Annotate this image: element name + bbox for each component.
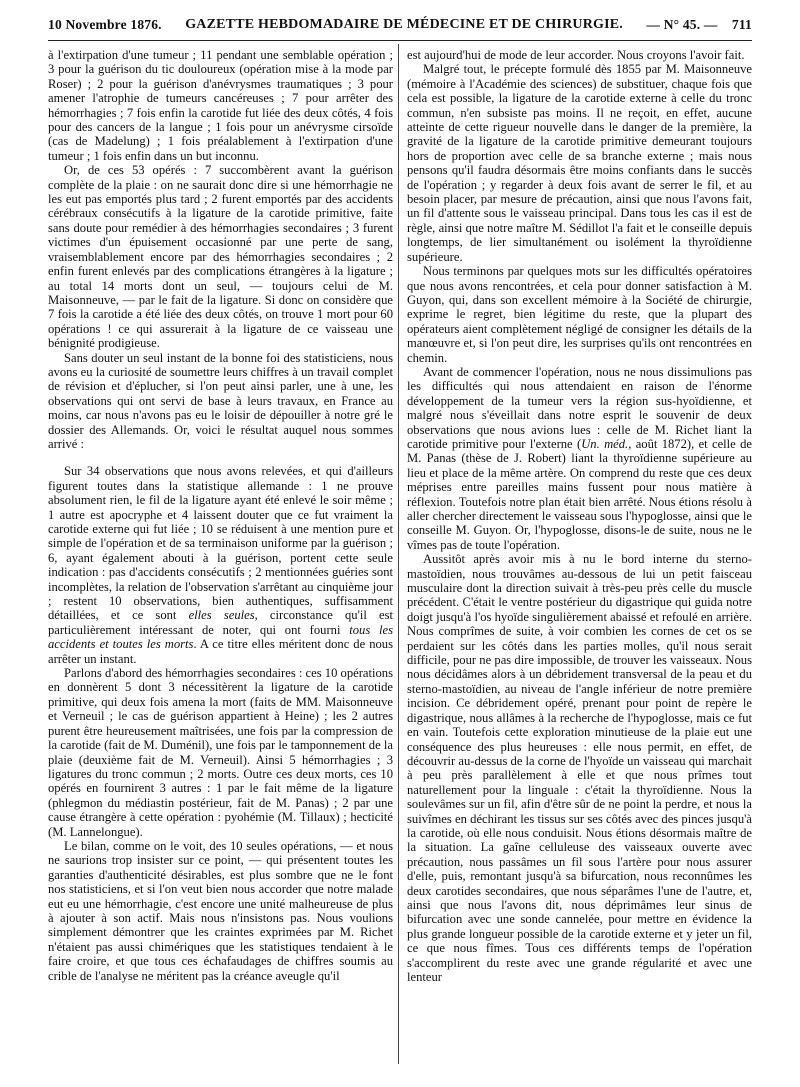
left-paragraph-6: Le bilan, comme on le voit, des 10 seules opérations, — et nous ne saurions trop insister sur ce point, — qui présentent toutes les garanties d'authenticité désirables, est plus sombre que ne le font nos statisticiens, et si l'on veut bien nous accorder que notre malade eut eu une hémorrhagie, c'est encore une unité malheureuse de plus à ajouter à son actif. Mais nous n'insistons pas. Nous voulions simplement démontrer que les craintes exprimées par M. Richet n'étaient pas aussi chimériques que les statistiques tendaient à le faire croire, et que tous ces échafaudages de chiffres soumis au crible de l'analyse ne méritent pas la créance aveugle qu'il	[48, 838, 393, 983]
right-p4-text-b: , août 1872), et celle de M. Panas (thèse de J. Robert) liant la thyroïdienne supérieure au lieu et place de la même artère. On comprend du reste que ces deux méprises entre pareilles mains fussent pour nous matière à réflexion. Toutefois notre plan était bien arrêté. Nous étions résolu à aller chercher directement le vaisseau sous l'hypoglosse, ainsi que le conseille M. Guyon. Or, l'hypoglosse, disons-le de suite, nous ne le vîmes pas de toute l'opération.	[407, 436, 752, 552]
right-column	[407, 48, 752, 984]
right-paragraph-3: Nous terminons par quelques mots sur les difficultés opératoires que nous avons rencontrées, et cela pour donner satisfaction à M. Guyon, qui, dans son excellent mémoire à la Société de chirurgie, exprime le regret, bien légitime du reste, que la plupart des opérateurs aient complètement négligé de consigner les détails de la manœuvre et, si l'on peut dire, les surprises qu'ils ont rencontrées en chemin.	[407, 264, 752, 365]
header-issue: — N° 45. —	[646, 17, 718, 32]
left-column	[48, 48, 393, 983]
column-divider	[398, 44, 399, 1064]
header-date: 10 Novembre 1876.	[48, 17, 162, 32]
left-p4-emphasis-1: elles seules,	[188, 608, 258, 623]
left-p4-text-a: Sur 34 observations que nous avons relevées, et qui d'ailleurs figurent toutes dans la statistique allemande : 1 ne prouve absolument rien, le fil de la ligature ayant été enlevé le soir même ; 1 autre est apocryphe et 4 laissent douter que ce fut vraiment la carotide externe qui fut liée ; 10 se réduisent à une mention pure et simple de l'opération et de sa terminaison uniforme par la guérison ; 6, ayant également abouti à la guérison, portent cette seule indication : pas d'accidents consécutifs ; 2 mentionnées guéries sont incomplètes, la relation de l'observation s'arrêtant au cinquième jour ; restent 10 observations, bien authentiques, suffisamment détaillées, et ce sont	[48, 464, 393, 623]
page-header	[48, 14, 752, 36]
right-paragraph-2: Malgré tout, le précepte formulé dès 1855 par M. Maisonneuve (mémoire à l'Académie des sciences) de substituer, chaque fois que cela est possible, la ligature de la carotide externe à celle du tronc commun, n'en subsiste pas moins. Il ne reçoit, en effet, aucune atteinte de cette rigueur nouvelle dans le danger de la première, la gravité de la ligature de la carotide primitive demeurant toujours hors de proportion avec celle de sa branche externe ; mais nous pensons qu'il faudra désormais être moins confiants dans le succès de l'opération ; y regarder à deux fois avant de serrer le fil, et au besoin placer, par mesure de précaution, ainsi que nous l'avons fait, un fil d'attente sous le vaisseau principal. Dans tous les cas il est de règle, ainsi que notre maître M. Sédillot l'a fait et le conseille depuis longtemps, de lier simultanément ou isolément la thyroïdienne supérieure.	[407, 62, 752, 264]
left-p4-text-b: circonstance qu'il est particulièrement intéressant de noter, qui ont fourni	[48, 608, 394, 637]
header-title: GAZETTE HEBDOMADAIRE DE MÉDECINE ET DE CHIRURGIE.	[185, 17, 623, 32]
header-issue-and-page	[646, 17, 752, 33]
left-p4-emphasis-2: tous les accidents et toutes les morts	[48, 622, 394, 652]
header-page-number: 711	[731, 17, 752, 32]
left-paragraph-1: à l'extirpation d'une tumeur ; 11 pendant une semblable opération ; 3 pour la guérison du tic douloureux (opération mise à la mode par Roser) ; 2 pour la guérison d'anévrysmes traumatiques ; 3 pour amener l'atrophie de tumeurs cancéreuses ; 7 pour arrêter des hémorrhagies ; 7 fois enfin la carotide fut liée des deux côtés, 4 fois pour des cancers de la langue ; 1 fois pour un anévrysme cirsoïde (cas de Madelung) ; 1 fois préalablement à l'extirpation d'une tumeur ; 1 fois enfin dans un but inconnu.	[48, 48, 393, 163]
header-rule	[48, 40, 752, 41]
left-paragraph-2: Or, de ces 53 opérés : 7 succombèrent avant la guérison complète de la plaie : on ne saurait donc dire si une hémorrhagie ne les eut pas emportés plus tard ; 2 furent emportés par des accidents cérébraux consécutifs à la ligature de la carotide primitive, faite sans doute pour remédier à des hémorrhagies secondaires ; 3 furent victimes d'un épuisement occasionné par une perte de sang, vraisemblablement encore par des hémorrhagies secondaires ; 2 enfin furent enlevés par des complications étrangères à la ligature ; au total 14 morts dont un seul, — toujours celui de M. Maisonneuve, — par le fait de la ligature. Si donc on considère que 7 fois la carotide a été liée des deux côtés, on trouve 1 mort pour 60 opérations ! ce qui assurerait à la ligature de ce vaisseau une bénignité prodigieuse.	[48, 163, 393, 351]
left-paragraph-4	[48, 464, 393, 666]
left-paragraph-5: Parlons d'abord des hémorrhagies secondaires : ces 10 opérations en donnèrent 5 dont 3 nécessitèrent la ligature de la carotide primitive, qui deux fois amena la mort (faits de MM. Maisonneuve et Verneuil ; le cas de guérison appartient à Heine) ; les 2 autres purent être heureusement maîtrisées, une fois par la compression de la carotide (fait de M. Duménil), une fois par le tamponnement de la plaie (deuxième fait de M. Verneuil). Ainsi 5 hémorrhagies ; 3 ligatures du tronc commun ; 2 morts. Outre ces deux morts, ces 10 opérés en fournirent 3 autres : 1 par le fait même de la ligature (phlegmon du médiastin postérieur, fait de M. Panas) ; 2 par une cause étrangère à cette opération : pyohémie (M. Tillaux) ; hecticité (M. Lannelongue).	[48, 666, 393, 839]
left-paragraph-3: Sans douter un seul instant de la bonne foi des statisticiens, nous avons eu la curiosité de soumettre leurs chiffres à un travail complet de révision et d'éplucher, si l'on peut ainsi parler, une à une, les observations qui ont servi de base à leurs travaux, en France au moins, car nous n'avons pas eu le loisir de dépouiller à notre gré le dossier des Allemands. Or, voici le résultat auquel nous sommes arrivé :	[48, 350, 393, 451]
right-paragraph-5: Aussitôt après avoir mis à nu le bord interne du sterno-mastoïdien, nous trouvâmes au-dessous de lui un petit faisceau musculaire dont la direction suivait à très-peu près celle du muscle précédent. C'était le ventre postérieur du digastrique qui guida notre doigt jusqu'à l'os hyoïde singulièrement abaissé et refoulé en arrière. Nous comprîmes de suite, à voir combien les cornes de cet os se perdaient sur les côtés dans les parties molles, qu'il nous serait difficile, pour ne pas dire impossible, de trouver les vaisseaux. Nous nous décidâmes alors à un débridement transversal de la peau et du sterno-mastoïdien, au niveau de l'angle inférieur de notre première incision. Ce débridement opéré, prenant pour point de repère le digastrique, nous allâmes à la recherche de l'hypoglosse, mais ce fut en vain. Toutefois cette exploration minutieuse de la plaie eut une conséquence des plus heureuses : elle nous permit, en effet, de découvrir au-dessus de la corne de l'hyoïde un vaisseau qui marchait à peu près parallèlement à elle et que nous prîmes tout naturellement pour la linguale : c'était la thyroïdienne. Nous la soulevâmes sur un fil, afin d'être sûr de ne point la perdre, et nous la suivîmes en déchirant les tissus sur ses côtés avec des pinces jusqu'à la carotide, où elle nous conduisit. Nous étions désormais maître de la situation. La gaîne celluleuse des vaisseaux ouverte avec précaution, nous passâmes un fil sous l'artère pour nous assurer d'elle, puis, remontant jusqu'à sa bifurcation, nous reconnûmes les deux carotides secondaires, que nous séparâmes l'une de l'autre, et, ainsi que nous l'avons dit, nous déprimâmes leur sinus de bifurcation avec une sonde cannelée, pour mettre en évidence la plus grande longueur possible de la carotide externe et y jeter un fil, ce que nous fîmes. Tous ces différents temps de l'opération s'accomplirent du reste avec une grande régularité et avec une lenteur	[407, 552, 752, 984]
right-p4-emphasis: Un. méd.	[581, 436, 629, 451]
right-paragraph-1: est aujourd'hui de mode de leur accorder. Nous croyons l'avoir fait.	[407, 48, 745, 62]
left-p4-text-c: . A ce titre elles méritent donc de nous arrêter un instant.	[48, 637, 393, 666]
right-p4-text-a: Avant de commencer l'opération, nous ne nous dissimulions pas les difficultés qui nous attendaient en raison de l'énorme développement de la tumeur vers la région sus-hyoïdienne, et malgré nous s'éveillait dans notre esprit le souvenir de deux observations que nous avions lues : celle de M. Richet liant la carotide primitive pour l'externe (	[407, 364, 752, 451]
right-paragraph-4	[407, 365, 752, 552]
